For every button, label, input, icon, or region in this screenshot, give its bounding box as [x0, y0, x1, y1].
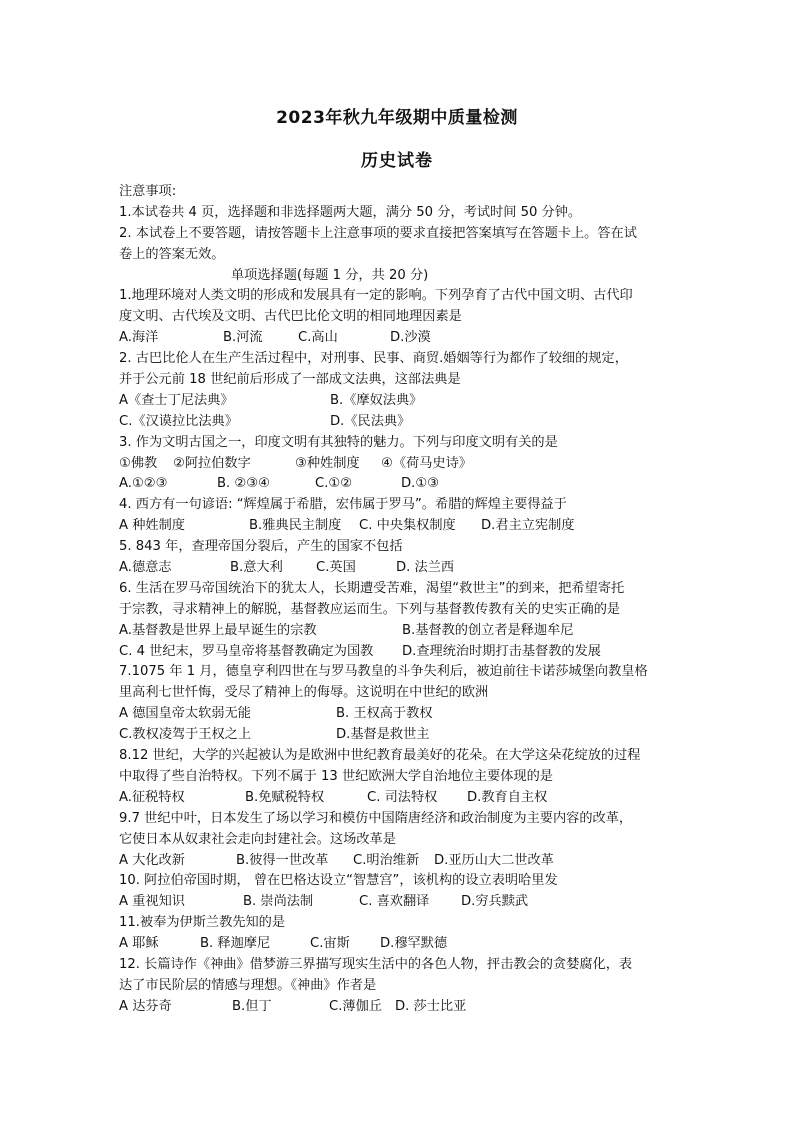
question-5-stem: 5. 843 年，查理帝国分裂后，产生的国家不包括	[119, 539, 403, 555]
option-c: C.①②	[315, 476, 353, 492]
question-10-stem: 10. 阿拉伯帝国时期， 曾在巴格达设立“智慧宫”，该机构的设立表明哈里发	[119, 873, 558, 889]
option-a: A.征税特权	[119, 789, 185, 805]
option-b: B.河流	[223, 330, 263, 346]
option-a: A 达芬奇	[119, 998, 172, 1014]
option-b: B.雅典民主制度	[249, 518, 342, 534]
option-a: A 种姓制度	[119, 518, 185, 534]
question-9-stem-line-1: 9.7 世纪中叶，日本发生了场以学习和模仿中国隋唐经济和政治制度为主要内容的改革，	[119, 810, 633, 826]
question-6-options-row-2	[119, 642, 684, 663]
exam-title: 2023年秋九年级期中质量检测	[276, 108, 518, 128]
question-4-stem: 4. 西方有一句谚语: “辉煌属于希腊，宏伟属于罗马”。希腊的辉煌主要得益于	[119, 497, 567, 513]
question-6-options-row-1	[119, 621, 684, 642]
option-c: C.高山	[298, 330, 338, 346]
option-b: B.免赋税特权	[245, 789, 325, 805]
question-2-options-row-1	[119, 391, 684, 412]
option-a: A.基督教是世界上最早诞生的宗教	[119, 622, 317, 638]
question-10-options	[119, 892, 684, 913]
exam-subtitle: 历史试卷	[361, 151, 433, 171]
question-2-options-row-2	[119, 412, 684, 433]
option-a: A 大化改新	[119, 852, 185, 868]
option-b: B. ②③④	[217, 476, 270, 492]
option-c: C. 司法特权	[367, 789, 438, 805]
question-6-stem-line-1: 6. 生活在罗马帝国统治下的犹太人，长期遭受苦难，渴望“救世主”的到来，把希望寄托	[119, 580, 625, 596]
question-2-stem-line-2: 并于公元前 18 世纪前后形成了一部成文法典，这部法典是	[119, 372, 461, 388]
option-c: C.宙斯	[310, 936, 350, 952]
option-b: B. 王权高于教权	[336, 706, 433, 722]
option-d: D.穷兵黩武	[461, 894, 529, 910]
option-a: A.海洋	[119, 330, 159, 346]
option-d: D.基督是救世主	[336, 727, 430, 743]
question-1-options	[119, 328, 684, 349]
question-1-stem-line-2: 度文明、古代埃及文明、古代巴比伦文明的相同地理因素是	[119, 309, 462, 325]
note-item-1: 1.本试卷共 4 页，选择题和非选择题两大题，满分 50 分，考试时间 50 分钟。	[119, 204, 582, 220]
option-b: B.《摩奴法典》	[330, 392, 423, 408]
question-11-options	[119, 934, 684, 955]
question-4-options	[119, 516, 684, 537]
option-b: B.但丁	[232, 998, 272, 1014]
question-3-stem: 3. 作为文明古国之一，印度文明有其独特的魅力。下列与印度文明有关的是	[119, 434, 558, 450]
question-7-options-row-2	[119, 725, 684, 746]
option-d: D.①③	[401, 476, 439, 492]
option-d: D.《民法典》	[330, 413, 411, 429]
option-d: D. 法兰西	[396, 560, 455, 576]
option-c: C.教权凌驾于王权之上	[119, 727, 252, 743]
item-4: ④《荷马史诗》	[381, 455, 472, 471]
option-c: C. 喜欢翻译	[359, 894, 430, 910]
option-a: A 耶稣	[119, 936, 159, 952]
question-8-stem-line-1: 8.12 世纪，大学的兴起被认为是欧洲中世纪教育最美好的花朵。在大学这朵花绽放的过程	[119, 748, 641, 764]
question-7-stem-line-1: 7.1075 年 1 月，德皇亨利四世在与罗马教皇的斗争失利后，被迫前往卡诺莎城堡向教皇格	[119, 664, 648, 680]
item-2: ②阿拉伯数字	[173, 455, 251, 471]
question-8-stem-line-2: 中取得了些自治特权。下列不属于 13 世纪欧洲大学自治地位主要体现的是	[119, 768, 553, 784]
option-d: D.君主立宪制度	[481, 518, 575, 534]
question-5-options	[119, 558, 684, 579]
note-item-2-line-2: 卷上的答案无效。	[119, 246, 225, 262]
option-b: B.彼得一世改革	[236, 852, 329, 868]
option-c: C.薄伽丘	[329, 998, 382, 1014]
option-b: B.意大利	[230, 560, 283, 576]
option-b: B.基督教的创立者是释迦牟尼	[402, 622, 574, 638]
option-c: C.明治维新	[353, 852, 420, 868]
option-a: A《查士丁尼法典》	[119, 392, 234, 408]
item-3: ③种姓制度	[295, 455, 360, 471]
note-item-2-line-1: 2. 本试卷上不要答题，请按答题卡上注意事项的要求直接把答案填写在答题卡上。答在试	[119, 225, 637, 241]
option-a: A.德意志	[119, 560, 172, 576]
question-8-options	[119, 788, 684, 809]
option-c: C.《汉谟拉比法典》	[119, 413, 238, 429]
option-c: C. 中央集权制度	[359, 518, 456, 534]
question-12-stem-line-2: 达了市民阶层的情感与理想。《神曲》作者是	[119, 977, 377, 993]
question-3-items	[119, 454, 684, 475]
notes-heading: 注意事项:	[119, 184, 177, 199]
question-6-stem-line-2: 于宗教，寻求精神上的解脱，基督教应运而生。下列与基督教传教有关的史实正确的是	[119, 601, 621, 617]
question-3-options	[119, 474, 684, 495]
item-1: ①佛教	[119, 455, 158, 471]
question-2-stem-line-1: 2. 古巴比伦人在生产生活过程中，对刑事、民事、商贸.婚姻等行为都作了较细的规定，	[119, 351, 628, 367]
question-7-options-row-1	[119, 704, 684, 725]
question-12-options	[119, 997, 684, 1018]
option-d: D.查理统治时期打击基督教的发展	[402, 643, 601, 659]
option-d: D. 莎士比亚	[395, 998, 467, 1014]
option-a: A.①②③	[119, 476, 168, 492]
question-7-stem-line-2: 里高利七世忏悔，受尽了精神上的侮辱。这说明在中世纪的欧洲	[119, 685, 489, 701]
option-d: D.沙漠	[390, 330, 431, 346]
section-heading: 单项选择题(每题 1 分，共 20 分)	[231, 267, 429, 283]
option-b: B. 崇尚法制	[243, 894, 314, 910]
option-c: C. 4 世纪末，罗马皇帝将基督教确定为国教	[119, 643, 374, 659]
question-9-stem-line-2: 它使日本从奴隶社会走向封建社会。这场改革是	[119, 831, 396, 847]
question-12-stem-line-1: 12. 长篇诗作《神曲》借梦游三界描写现实生活中的各色人物，抨击教会的贪婪腐化，表	[119, 956, 633, 972]
option-a: A 德国皇帝太软弱无能	[119, 706, 251, 722]
exam-content	[119, 182, 684, 1018]
option-d: D.穆罕默德	[380, 936, 448, 952]
option-a: A 重视知识	[119, 894, 185, 910]
question-1-stem-line-1: 1.地理环境对人类文明的形成和发展具有一定的影响。下列孕育了古代中国文明、古代印	[119, 288, 633, 304]
option-b: B. 释迦摩尼	[200, 936, 271, 952]
option-d: D.教育自主权	[467, 789, 548, 805]
option-c: C.英国	[316, 560, 356, 576]
question-9-options	[119, 851, 684, 872]
question-11-stem: 11.被奉为伊斯兰教先知的是	[119, 915, 286, 931]
option-d: D.亚历山大二世改革	[434, 852, 554, 868]
